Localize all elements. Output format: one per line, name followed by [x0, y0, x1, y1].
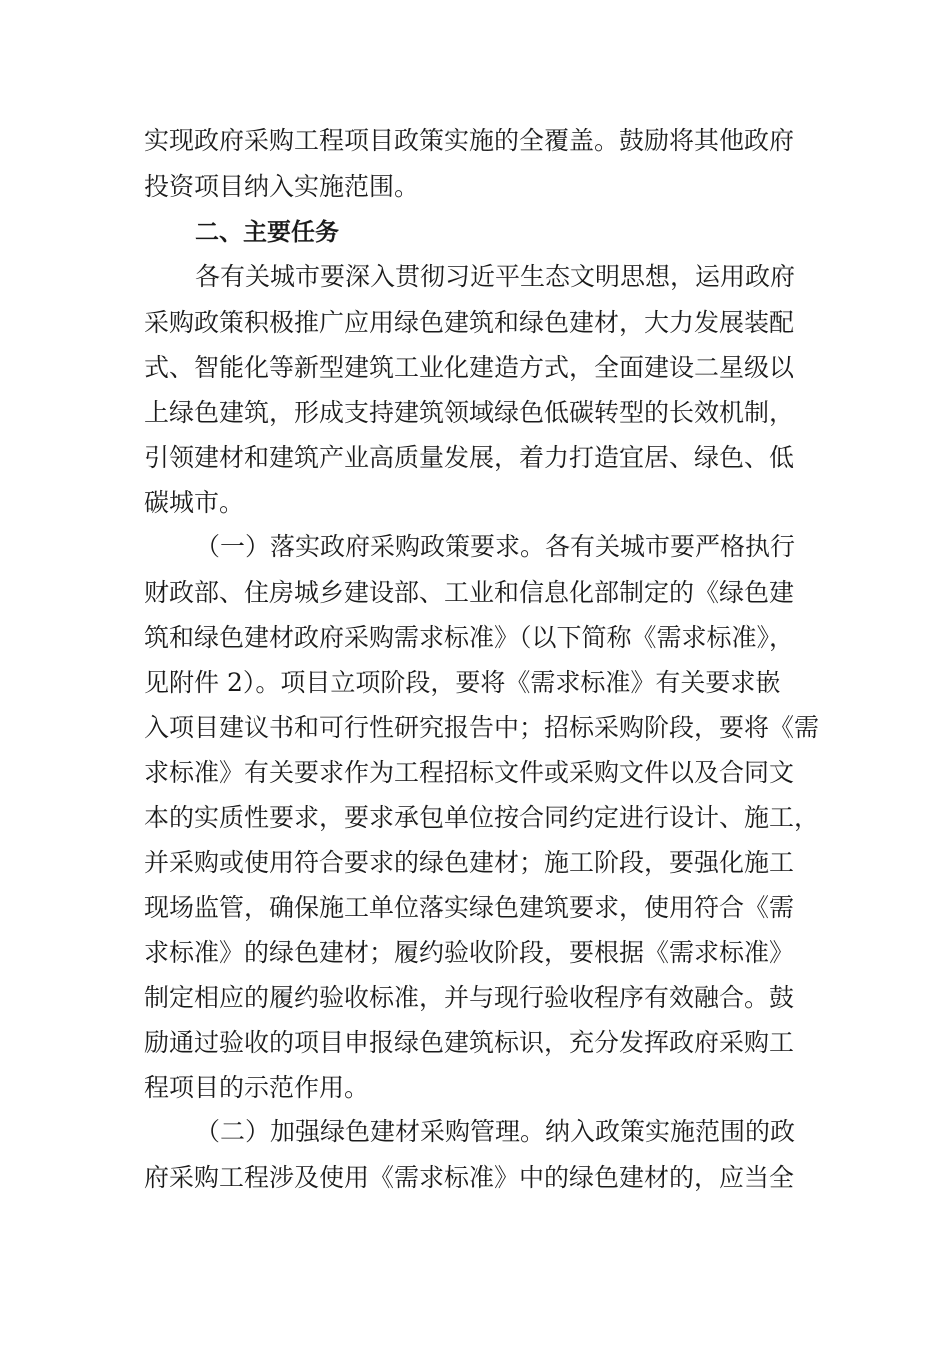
body-text-line: 府采购工程涉及使用《需求标准》中的绿色建材的，应当全 — [144, 1163, 795, 1192]
body-text-line: 本的实质性要求，要求承包单位按合同约定进行设计、施工， — [144, 803, 820, 832]
subsection-paragraph-start: （二）加强绿色建材采购管理。纳入政策实施范围的政 — [195, 1117, 796, 1146]
body-text-line: 上绿色建筑，形成支持建筑领域绿色低碳转型的长效机制， — [144, 398, 795, 427]
body-text-line: 求标准》有关要求作为工程招标文件或采购文件以及合同文 — [144, 758, 795, 787]
body-text-line: 碳城市。 — [144, 488, 245, 517]
body-text-line: 实现政府采购工程项目政策实施的全覆盖。鼓励将其他政府 — [144, 126, 795, 155]
body-text-line: 式、智能化等新型建筑工业化建造方式，全面建设二星级以 — [144, 353, 795, 382]
body-text-line: 求标准》的绿色建材；履约验收阶段，要根据《需求标准》 — [144, 938, 795, 967]
section-heading: 二、主要任务 — [195, 218, 339, 246]
body-text-line: 程项目的示范作用。 — [144, 1073, 370, 1102]
subsection-paragraph-start: （一）落实政府采购政策要求。各有关城市要严格执行 — [195, 532, 796, 561]
body-text-line: 筑和绿色建材政府采购需求标准》（以下简称《需求标准》， — [144, 623, 795, 652]
body-text-line: 采购政策积极推广应用绿色建筑和绿色建材，大力发展装配 — [144, 308, 795, 337]
body-text-line: 入项目建议书和可行性研究报告中；招标采购阶段，要将《需 — [144, 713, 820, 742]
body-text-line: 引领建材和建筑产业高质量发展，着力打造宜居、绿色、低 — [144, 443, 795, 472]
body-text-line: 投资项目纳入实施范围。 — [144, 172, 420, 201]
body-text-line: 现场监管，确保施工单位落实绿色建筑要求，使用符合《需 — [144, 893, 795, 922]
body-text-line: 并采购或使用符合要求的绿色建材；施工阶段，要强化施工 — [144, 848, 795, 877]
body-text-line: 励通过验收的项目申报绿色建筑标识，充分发挥政府采购工 — [144, 1028, 795, 1057]
body-text-line: 各有关城市要深入贯彻习近平生态文明思想，运用政府 — [195, 262, 796, 291]
body-text-line: 财政部、住房城乡建设部、工业和信息化部制定的《绿色建 — [144, 578, 795, 607]
body-text-line: 见附件 2）。项目立项阶段，要将《需求标准》有关要求嵌 — [144, 668, 781, 697]
body-text-line: 制定相应的履约验收标准，并与现行验收程序有效融合。鼓 — [144, 983, 795, 1012]
